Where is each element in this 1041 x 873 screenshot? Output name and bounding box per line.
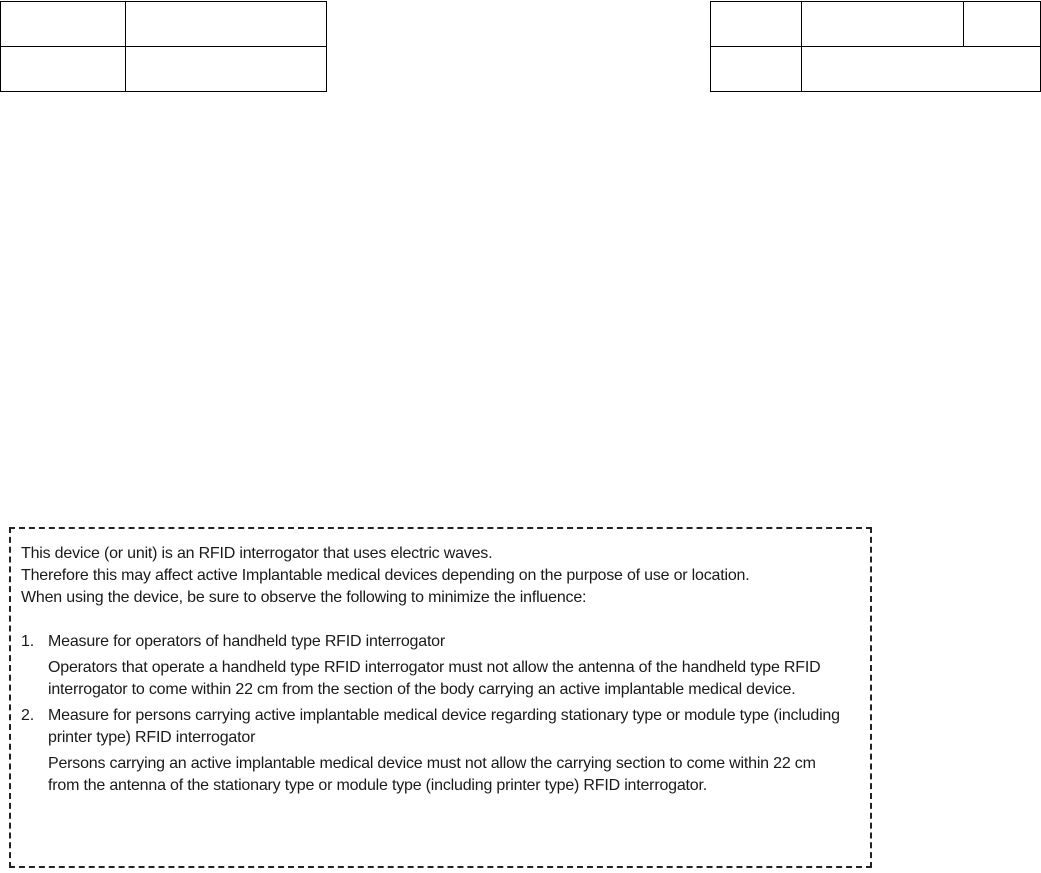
header-table-right xyxy=(710,1,1041,92)
item-title: Measure for operators of handheld type RFID interrogator xyxy=(48,633,446,650)
item-number: 2. xyxy=(21,707,34,724)
table-cell xyxy=(126,2,327,47)
table-row xyxy=(711,2,1041,47)
item-title: Measure for persons carrying active implantable medical device regarding stationary type or module type (including printer type) RFID interrogator xyxy=(48,707,840,746)
notice-intro-line: When using the device, be sure to observe the following to minimize the influence: xyxy=(21,589,587,606)
table-cell xyxy=(1,47,126,92)
table-row xyxy=(711,47,1041,92)
header-table-left xyxy=(0,1,327,92)
notice-item-1 xyxy=(21,631,870,701)
table-row xyxy=(1,47,327,92)
table-row xyxy=(1,2,327,47)
notice-spacer xyxy=(21,609,870,631)
notice-intro-line: This device (or unit) is an RFID interrogator that uses electric waves. xyxy=(21,545,493,562)
table-cell xyxy=(802,47,1041,92)
item-number: 1. xyxy=(21,633,34,650)
table-cell xyxy=(711,2,802,47)
notice-intro-line: Therefore this may affect active Implantable medical devices depending on the purpose of use or location. xyxy=(21,567,750,584)
table-cell xyxy=(964,2,1041,47)
item-description: Operators that operate a handheld type RFID interrogator must not allow the antenna of the handheld type RFID interrogator to come within 22 cm from the section of the body carrying an active implantable medical device. xyxy=(48,659,821,698)
table-cell xyxy=(1,2,126,47)
table-cell xyxy=(711,47,802,92)
item-body xyxy=(48,631,870,701)
item-description: Persons carrying an active implantable medical device must not allow the carrying section to come within 22 cm from the antenna of the stationary type or module type (including printer type) RFID interrogator. xyxy=(48,755,816,794)
notice-item-2 xyxy=(21,705,870,797)
rfid-notice-box xyxy=(9,527,872,868)
table-cell xyxy=(802,2,964,47)
item-body xyxy=(48,705,870,797)
table-cell xyxy=(126,47,327,92)
